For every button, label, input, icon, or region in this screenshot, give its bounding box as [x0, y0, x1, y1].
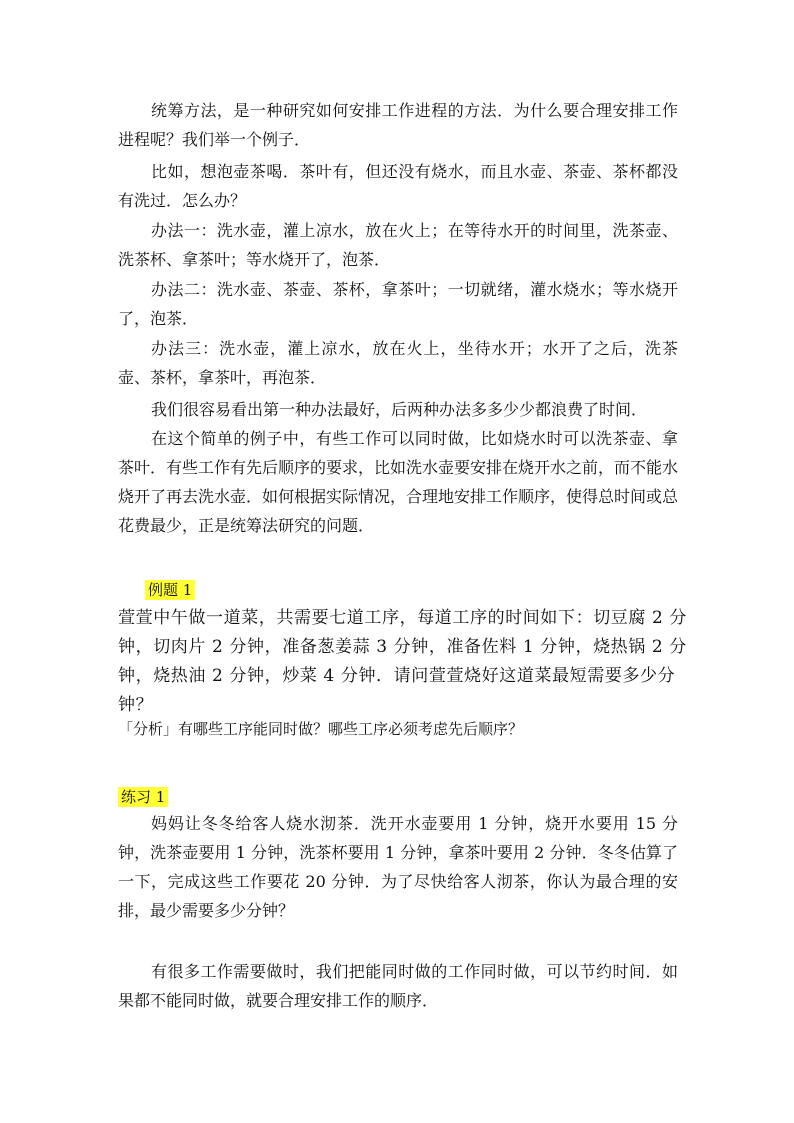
intro-paragraph-1: 统筹方法，是一种研究如何安排工作进程的方法．为什么要合理安排工作进程呢？我们举一个例子． — [118, 101, 678, 149]
conclusion-paragraph: 我们很容易看出第一种办法最好，后两种办法多多少少都浪费了时间． — [151, 400, 648, 419]
example-analysis: 「分析」有哪些工序能同时做？哪些工序必须考虑先后顺序？ — [118, 720, 524, 738]
method-three-paragraph: 办法三：洗水壶，灌上凉水，放在火上，坐待水开；水开了之后，洗茶壶、茶杯，拿茶叶，再泡茶． — [118, 339, 678, 387]
exercise-tag: 练习 1 — [118, 787, 168, 807]
summary-paragraph: 有很多工作需要做时，我们把能同时做的工作同时做，可以节约时间．如果都不能同时做，就要合理安排工作的顺序． — [118, 962, 678, 1010]
example-problem-text: 萱萱中午做一道菜，共需要七道工序，每道工序的时间如下：切豆腐 2 分钟，切肉片 2 分钟，准备葱姜蒜 3 分钟，准备佐料 1 分钟，烧热锅 2 分钟，烧热油 2 分钟，炒菜 4 分钟．请问萱萱烧好这道菜最短需要多少分钟？ — [118, 608, 688, 715]
method-two-paragraph: 办法二：洗水壶、茶壶、茶杯，拿茶叶；一切就绪，灌水烧水；等水烧开了，泡茶． — [118, 280, 678, 328]
explanation-paragraph: 在这个简单的例子中，有些工作可以同时做，比如烧水时可以洗茶壶、拿茶叶．有些工作有先后顺序的要求，比如洗水壶要安排在烧开水之前，而不能水烧开了再去洗水壶．如何根据实际情况，合理地安排工作顺序，使得总时间或总花费最少，正是统筹法研究的问题． — [118, 429, 679, 535]
exercise-problem-text: 妈妈让冬冬给客人烧水沏茶．洗开水壶要用 1 分钟，烧开水要用 15 分钟，洗茶壶要用 1 分钟，洗茶杯要用 1 分钟，拿茶叶要用 2 分钟．冬冬估算了一下，完成这些工作要花 20 分钟．为了尽快给客人沏茶，你认为最合理的安排，最少需要多少分钟？ — [118, 814, 678, 920]
intro-paragraph-2: 比如，想泡壶茶喝．茶叶有，但还没有烧水，而且水壶、茶壶、茶杯都没有洗过．怎么办？ — [118, 162, 678, 210]
example-tag: 例题 1 — [145, 580, 195, 600]
method-one-paragraph: 办法一：洗水壶，灌上凉水，放在火上；在等待水开的时间里，洗茶壶、洗茶杯、拿茶叶；等水烧开了，泡茶． — [118, 221, 678, 269]
